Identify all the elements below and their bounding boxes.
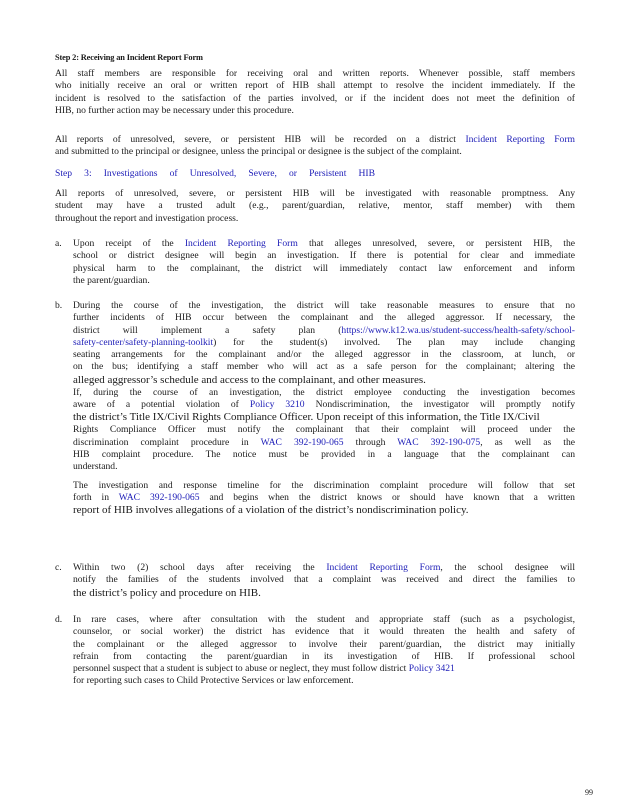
incident-reporting-form-link[interactable]: Incident Reporting Form	[465, 134, 575, 145]
incident-reporting-form-link[interactable]: Incident Reporting Form	[184, 238, 298, 249]
text-line: school or district designee will begin an investigation. If there is potential for clear and immediate	[73, 250, 575, 262]
text-line	[73, 399, 575, 411]
text-line: on the bus; identifying a staff member who will act as a safe person for the complainant; altering the	[73, 361, 575, 373]
text-line: seating arrangements for the complainant and/or the alleged aggressor in the classroom, at lunch, or	[73, 349, 575, 361]
text-segment: , as well as the	[480, 436, 575, 448]
text-line: notify the families of the students involved that a complaint was received and direct the families to	[73, 574, 575, 586]
text-line: HIB complaint procedure. The notice must be provided in a language that the complainant can	[73, 448, 575, 460]
text-line: The investigation and response timeline for the discrimination complaint procedure will follow that set	[73, 479, 575, 491]
text-line: refrain from contacting the parent/guardian in its investigation of HIB. If professional school	[73, 650, 575, 662]
policy-3421-link[interactable]: Policy 3421	[408, 663, 455, 675]
list-item-body	[73, 300, 575, 517]
text-line	[73, 437, 575, 449]
policy-3210-link[interactable]: Policy 3210	[249, 399, 305, 411]
text-line: HIB, no further action may be necessary under this procedure.	[55, 104, 294, 116]
text-line: and submitted to the principal or designee, unless the principal or designee is the subject of the complaint.	[55, 146, 462, 158]
text-line: the complainant or the alleged aggressor to involve their parent/guardian, the district may initially	[73, 638, 575, 650]
list-marker: a.	[55, 238, 62, 249]
text-segment: personnel suspect that a student is subject to abuse or neglect, they must follow district	[73, 663, 407, 675]
paragraph-recording-reports	[55, 134, 575, 159]
text-line: physical harm to the complainant, the district will immediately contact law enforcement and inform	[73, 262, 575, 274]
text-line: throughout the report and investigation process.	[55, 212, 239, 224]
text-segment: through	[355, 436, 386, 448]
text-line	[73, 325, 575, 337]
text-segment: Upon receipt of the	[73, 238, 174, 249]
text-segment: discrimination complaint procedure in	[73, 436, 249, 448]
text-line: All reports of unresolved, severe, or persistent HIB will be investigated with reasonable promptness. Any	[55, 188, 575, 199]
list-marker: c.	[55, 562, 62, 573]
wac-392-190-065-link-2[interactable]: WAC 392-190-065	[118, 491, 200, 503]
step3-heading: Step 3: Investigations of Unresolved, Severe, or Persistent HIB	[55, 168, 375, 179]
text-line: counselor, or social worker) the district has evidence that it would threaten the health and safety of	[73, 626, 575, 638]
text-line: All staff members are responsible for receiving oral and written reports. Whenever possible, staff members	[55, 68, 575, 79]
text-segment: Within two (2) school days after receiving the	[73, 562, 315, 573]
text-segment: All reports of unresolved, severe, or persistent HIB will be recorded on a district	[55, 134, 456, 145]
list-marker: b.	[55, 300, 63, 311]
text-line: understand.	[73, 461, 118, 473]
text-segment: district will implement a safety plan (	[73, 324, 342, 336]
text-line	[73, 492, 575, 504]
text-line: for reporting such cases to Child Protective Services or law enforcement.	[73, 675, 354, 687]
list-item-body	[73, 238, 575, 287]
list-item-body	[73, 562, 575, 600]
text-line: who initially receive an oral or written report of HIB shall attempt to resolve the incident immediately. If the	[55, 80, 575, 92]
list-marker: d.	[55, 614, 63, 625]
text-line: During the course of the investigation, the district will take reasonable measures to ensure that no	[73, 300, 575, 311]
text-line: the district’s policy and procedure on HIB.	[73, 586, 261, 599]
text-segment: ) for the student(s) involved. The plan may include changing	[213, 336, 575, 348]
text-segment: Nondiscrimination, the investigator will promptly notify	[315, 399, 575, 411]
safety-plan-link[interactable]: https://www.k12.wa.us/student-success/health-safety/school-	[341, 324, 575, 336]
text-segment: , the school designee will	[440, 562, 575, 573]
wac-392-190-075-link[interactable]: WAC 392-190-075	[397, 436, 481, 448]
text-line	[73, 337, 575, 349]
list-item-body	[73, 614, 575, 688]
safety-plan-link-continued[interactable]: safety-center/safety-planning-toolkit	[73, 336, 214, 348]
text-line: report of HIB involves allegations of a violation of the district’s nondiscrimination policy.	[73, 504, 469, 517]
text-segment: aware of a potential violation of	[73, 399, 239, 411]
paragraph-receiving-reports	[55, 68, 575, 117]
text-line: further incidents of HIB occur between the complainant and the alleged aggressor. If necessary, the	[73, 312, 575, 324]
text-line: If, during the course of an investigation, the district employee conducting the investigation becomes	[73, 386, 575, 398]
text-line	[73, 562, 575, 574]
text-line	[73, 663, 575, 675]
text-line: alleged aggressor’s schedule and access to the complainant, and other measures.	[73, 373, 426, 386]
wac-392-190-065-link[interactable]: WAC 392-190-065	[260, 436, 344, 448]
text-line: the parent/guardian.	[73, 274, 150, 286]
step2-heading: Step 2: Receiving an Incident Report Form	[55, 53, 203, 62]
text-line: the district’s Title IX/Civil Rights Compliance Officer. Upon receipt of this information, the Title IX/Civil	[73, 411, 540, 424]
text-line: student may have a trusted adult (e.g., parent/guardian, relative, mentor, staff member) with them	[55, 200, 575, 212]
text-line: incident is resolved to the satisfaction of the parties involved, or if the incident does not meet the definition of	[55, 92, 575, 104]
text-line: Rights Compliance Officer must notify the complainant that their complaint will proceed under the	[73, 424, 575, 436]
incident-reporting-form-link[interactable]: Incident Reporting Form	[326, 562, 441, 573]
text-segment: forth in	[73, 491, 110, 503]
text-line: In rare cases, where after consultation with the student and appropriate staff (such as a psychologist,	[73, 614, 575, 625]
text-segment: and begins when the district knows or should have known that a written	[209, 491, 575, 503]
text-line	[55, 134, 575, 146]
text-segment: that alleges unresolved, severe, or persistent HIB, the	[308, 238, 575, 249]
page-number: 99	[585, 788, 593, 797]
paragraph-investigations	[55, 188, 575, 225]
text-line	[73, 238, 575, 250]
